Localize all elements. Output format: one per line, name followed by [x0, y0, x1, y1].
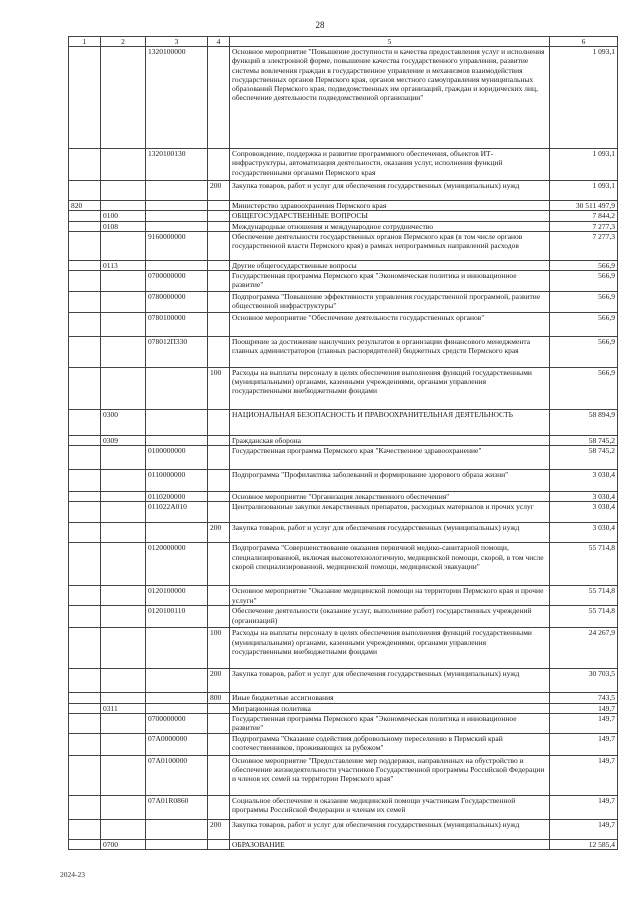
column-header: 2 [101, 37, 146, 47]
amount-cell: 149,7 [550, 819, 618, 839]
expense-type-cell [208, 201, 230, 211]
table-row [69, 795, 618, 819]
description-cell: ОБЩЕГОСУДАРСТВЕННЫЕ ВОПРОСЫ [230, 211, 550, 221]
section-code-cell [101, 693, 146, 703]
section-code-cell [101, 337, 146, 368]
expense-type-cell: 200 [208, 819, 230, 839]
expense-type-cell [208, 755, 230, 795]
admin-code-cell [69, 410, 101, 436]
description-cell: Основное мероприятие "Организация лекарственного обеспечения" [230, 492, 550, 502]
section-code-cell: 0108 [101, 221, 146, 231]
amount-cell: 566,9 [550, 368, 618, 410]
expense-type-cell [208, 606, 230, 628]
description-cell: Иные бюджетные ассигнования [230, 693, 550, 703]
description-cell: Министерство здравоохранения Пермского края [230, 201, 550, 211]
section-code-cell [101, 446, 146, 470]
table-row [69, 819, 618, 839]
table-row [69, 839, 618, 849]
table-row [69, 755, 618, 795]
table-row [69, 260, 618, 270]
target-article-cell [146, 201, 208, 211]
description-cell: Подпрограмма "Совершенствование оказания первичной медико-санитарной помощи, специализированной, включая высокотехнологичную, медицинской помощи, скорой, в том числе скорой специализированной, медицинской помощи, медицинской эвакуации" [230, 543, 550, 586]
section-code-cell [101, 492, 146, 502]
target-article-cell [146, 181, 208, 201]
table-row [69, 693, 618, 703]
table-row [69, 446, 618, 470]
amount-cell: 30 511 497,9 [550, 201, 618, 211]
admin-code-cell [69, 446, 101, 470]
page-number: 28 [315, 20, 325, 30]
target-article-cell: 0120100110 [146, 606, 208, 628]
target-article-cell: 07А0000000 [146, 733, 208, 755]
table-row [69, 436, 618, 446]
description-cell: Государственная программа Пермского края "Экономическая политика и инновационное развитие" [230, 271, 550, 292]
target-article-cell [146, 221, 208, 231]
amount-cell: 55 714,8 [550, 586, 618, 606]
target-article-cell [146, 523, 208, 543]
amount-cell: 3 030,4 [550, 523, 618, 543]
section-code-cell [101, 201, 146, 211]
target-article-cell [146, 368, 208, 410]
target-article-cell: 1320100130 [146, 149, 208, 181]
section-code-cell [101, 292, 146, 313]
column-header: 6 [550, 37, 618, 47]
target-article-cell: 9160000000 [146, 231, 208, 260]
target-article-cell: 0700000000 [146, 713, 208, 733]
admin-code-cell [69, 181, 101, 201]
description-cell: Закупка товаров, работ и услуг для обеспечения государственных (муниципальных) нужд [230, 669, 550, 693]
amount-cell: 3 030,4 [550, 492, 618, 502]
admin-code-cell [69, 733, 101, 755]
target-article-cell: 0100000000 [146, 446, 208, 470]
expense-type-cell: 200 [208, 523, 230, 543]
admin-code-cell [69, 492, 101, 502]
section-code-cell [101, 231, 146, 260]
admin-code-cell [69, 819, 101, 839]
footer-code: 2024-23 [60, 870, 85, 879]
table-row [69, 470, 618, 492]
expense-type-cell [208, 271, 230, 292]
section-code-cell [101, 713, 146, 733]
section-code-cell [101, 795, 146, 819]
description-cell: Государственная программа Пермского края "Качественное здравоохранение" [230, 446, 550, 470]
description-cell: Гражданская оборона [230, 436, 550, 446]
table-row [69, 628, 618, 669]
description-cell: Основное мероприятие "Предоставление мер поддержки, направленных на обустройство и обеспечение жизнедеятельности участников Государственной программы Российской Федерации и членов их семей на территории Пермского края" [230, 755, 550, 795]
admin-code-cell [69, 221, 101, 231]
description-cell: Расходы на выплаты персоналу в целях обеспечения выполнения функций государственными (муниципальными) органами, казенными учреждениями, органами управления государственными внебюджетными фондами [230, 628, 550, 669]
table-row [69, 586, 618, 606]
expense-type-cell [208, 543, 230, 586]
admin-code-cell [69, 755, 101, 795]
target-article-cell: 1320100000 [146, 47, 208, 149]
amount-cell: 149,7 [550, 795, 618, 819]
table-row [69, 703, 618, 713]
expense-type-cell [208, 313, 230, 337]
section-code-cell [101, 47, 146, 149]
expense-type-cell [208, 703, 230, 713]
section-code-cell [101, 313, 146, 337]
section-code-cell [101, 502, 146, 523]
expense-type-cell: 800 [208, 693, 230, 703]
column-header: 3 [146, 37, 208, 47]
expense-type-cell [208, 211, 230, 221]
amount-cell: 55 714,8 [550, 543, 618, 586]
target-article-cell [146, 628, 208, 669]
table-row [69, 292, 618, 313]
table-row [69, 543, 618, 586]
description-cell: Поощрение за достижение наилучших результатов в организации финансового менеджмента главных администраторов (главных распорядителей) бюджетных средств Пермского края [230, 337, 550, 368]
amount-cell: 55 714,8 [550, 606, 618, 628]
section-code-cell [101, 606, 146, 628]
section-code-cell [101, 181, 146, 201]
amount-cell: 7 844,2 [550, 211, 618, 221]
amount-cell: 7 277,3 [550, 231, 618, 260]
target-article-cell [146, 839, 208, 849]
table-row [69, 713, 618, 733]
column-header: 4 [208, 37, 230, 47]
table-row [69, 733, 618, 755]
expense-type-cell [208, 149, 230, 181]
section-code-cell [101, 523, 146, 543]
amount-cell: 1 093,1 [550, 47, 618, 149]
amount-cell: 566,9 [550, 313, 618, 337]
section-code-cell [101, 669, 146, 693]
expense-type-cell [208, 410, 230, 436]
description-cell: Подпрограмма "Оказание содействия добровольному переселению в Пермский край соотечественников, проживающих за рубежом" [230, 733, 550, 755]
admin-code-cell [69, 47, 101, 149]
description-cell: Другие общегосударственные вопросы [230, 260, 550, 270]
admin-code-cell [69, 260, 101, 270]
admin-code-cell [69, 586, 101, 606]
table-row [69, 201, 618, 211]
section-code-cell [101, 586, 146, 606]
amount-cell: 58 745,2 [550, 436, 618, 446]
section-code-cell [101, 271, 146, 292]
target-article-cell: 0780000000 [146, 292, 208, 313]
target-article-cell [146, 260, 208, 270]
amount-cell: 1 093,1 [550, 149, 618, 181]
expense-type-cell: 200 [208, 669, 230, 693]
admin-code-cell [69, 470, 101, 492]
target-article-cell [146, 410, 208, 436]
table-row [69, 271, 618, 292]
section-code-cell [101, 628, 146, 669]
expense-type-cell: 100 [208, 628, 230, 669]
target-article-cell: 0110200000 [146, 492, 208, 502]
amount-cell: 58 894,9 [550, 410, 618, 436]
expense-type-cell [208, 733, 230, 755]
admin-code-cell: 820 [69, 201, 101, 211]
expense-type-cell: 200 [208, 181, 230, 201]
target-article-cell: 0110000000 [146, 470, 208, 492]
table-row [69, 337, 618, 368]
expense-type-cell [208, 795, 230, 819]
table-row [69, 669, 618, 693]
section-code-cell: 0309 [101, 436, 146, 446]
expense-type-cell [208, 502, 230, 523]
expense-type-cell: 100 [208, 368, 230, 410]
description-cell: Основное мероприятие "Обеспечение деятельности государственных органов" [230, 313, 550, 337]
section-code-cell: 0700 [101, 839, 146, 849]
section-code-cell [101, 368, 146, 410]
admin-code-cell [69, 313, 101, 337]
expense-type-cell [208, 231, 230, 260]
section-code-cell: 0100 [101, 211, 146, 221]
budget-table [68, 36, 618, 850]
target-article-cell: 011022А010 [146, 502, 208, 523]
description-cell: Обеспечение деятельности государственных органов Пермского края (в том числе органов государственной власти Пермского края) в рамках непрограммных направлений расходов [230, 231, 550, 260]
admin-code-cell [69, 543, 101, 586]
table-row [69, 149, 618, 181]
target-article-cell: 0780100000 [146, 313, 208, 337]
column-header: 1 [69, 37, 101, 47]
admin-code-cell [69, 502, 101, 523]
section-code-cell: 0300 [101, 410, 146, 436]
table-row [69, 221, 618, 231]
admin-code-cell [69, 211, 101, 221]
table-row [69, 313, 618, 337]
amount-cell: 566,9 [550, 292, 618, 313]
table-row [69, 492, 618, 502]
expense-type-cell [208, 436, 230, 446]
section-code-cell [101, 733, 146, 755]
amount-cell: 566,9 [550, 260, 618, 270]
table-row [69, 606, 618, 628]
expense-type-cell [208, 446, 230, 470]
section-code-cell [101, 819, 146, 839]
table-row [69, 181, 618, 201]
header-row [69, 37, 618, 47]
table-row [69, 523, 618, 543]
target-article-cell [146, 819, 208, 839]
amount-cell: 1 093,1 [550, 181, 618, 201]
expense-type-cell [208, 221, 230, 231]
target-article-cell [146, 669, 208, 693]
section-code-cell [101, 470, 146, 492]
table-row [69, 410, 618, 436]
table-row [69, 231, 618, 260]
description-cell: Закупка товаров, работ и услуг для обеспечения государственных (муниципальных) нужд [230, 181, 550, 201]
admin-code-cell [69, 713, 101, 733]
target-article-cell [146, 436, 208, 446]
description-cell: Сопровождение, поддержка и развитие программного обеспечения, объектов ИТ-инфраструктуры, автоматизация деятельности, оказания услуг, исполнения функций государственными органами Пермского края [230, 149, 550, 181]
expense-type-cell [208, 586, 230, 606]
target-article-cell: 07А01R0860 [146, 795, 208, 819]
section-code-cell: 0311 [101, 703, 146, 713]
description-cell: Миграционная политика [230, 703, 550, 713]
target-article-cell: 078012П330 [146, 337, 208, 368]
expense-type-cell [208, 492, 230, 502]
admin-code-cell [69, 231, 101, 260]
target-article-cell [146, 211, 208, 221]
amount-cell: 7 277,3 [550, 221, 618, 231]
description-cell: ОБРАЗОВАНИЕ [230, 839, 550, 849]
description-cell: Централизованные закупки лекарственных препаратов, расходных материалов и прочих услуг [230, 502, 550, 523]
table-row [69, 368, 618, 410]
section-code-cell [101, 149, 146, 181]
table-body [69, 47, 618, 850]
amount-cell: 3 030,4 [550, 502, 618, 523]
amount-cell: 58 745,2 [550, 446, 618, 470]
admin-code-cell [69, 523, 101, 543]
amount-cell: 149,7 [550, 755, 618, 795]
section-code-cell: 0113 [101, 260, 146, 270]
admin-code-cell [69, 669, 101, 693]
target-article-cell [146, 693, 208, 703]
expense-type-cell [208, 470, 230, 492]
amount-cell: 566,9 [550, 271, 618, 292]
admin-code-cell [69, 271, 101, 292]
description-cell: Государственная программа Пермского края "Экономическая политика и инновационное развитие" [230, 713, 550, 733]
description-cell: Обеспечение деятельности (оказание услуг, выполнение работ) государственных учреждений (организаций) [230, 606, 550, 628]
description-cell: Закупка товаров, работ и услуг для обеспечения государственных (муниципальных) нужд [230, 523, 550, 543]
description-cell: Расходы на выплаты персоналу в целях обеспечения выполнения функций государственными (муниципальными) органами, казенными учреждениями, органами управления государственными внебюджетными фондами [230, 368, 550, 410]
table-row [69, 211, 618, 221]
expense-type-cell [208, 47, 230, 149]
amount-cell: 24 267,9 [550, 628, 618, 669]
expense-type-cell [208, 713, 230, 733]
amount-cell: 566,9 [550, 337, 618, 368]
target-article-cell: 0120100000 [146, 586, 208, 606]
expense-type-cell [208, 337, 230, 368]
description-cell: Подпрограмма "Профилактика заболеваний и формирование здорового образа жизни" [230, 470, 550, 492]
description-cell: Подпрограмма "Повышение эффективности управления государственной программой, развитие общественной инфраструктуры" [230, 292, 550, 313]
admin-code-cell [69, 795, 101, 819]
amount-cell: 12 585,4 [550, 839, 618, 849]
description-cell: НАЦИОНАЛЬНАЯ БЕЗОПАСНОСТЬ И ПРАВООХРАНИТЕЛЬНАЯ ДЕЯТЕЛЬНОСТЬ [230, 410, 550, 436]
section-code-cell [101, 755, 146, 795]
description-cell: Международные отношения и международное сотрудничество [230, 221, 550, 231]
admin-code-cell [69, 436, 101, 446]
amount-cell: 149,7 [550, 703, 618, 713]
admin-code-cell [69, 368, 101, 410]
admin-code-cell [69, 149, 101, 181]
admin-code-cell [69, 693, 101, 703]
expense-type-cell [208, 260, 230, 270]
description-cell: Основное мероприятие "Повышение доступности и качества предоставления услуг и исполнения функций в электронной форме, повышение качества государственного управления, развитие системы вовлечения граждан в государственное управление и механизмов взаимодействия государственных органов Пермского края, органов местного самоуправления муниципальных образований Пермского края, подведомственных им организаций, граждан и юридических лиц, обеспечение деятельности подведомственной организации" [230, 47, 550, 149]
expense-type-cell [208, 839, 230, 849]
target-article-cell: 0700000000 [146, 271, 208, 292]
target-article-cell [146, 703, 208, 713]
amount-cell: 149,7 [550, 733, 618, 755]
admin-code-cell [69, 628, 101, 669]
table-row [69, 502, 618, 523]
amount-cell: 149,7 [550, 713, 618, 733]
target-article-cell: 07А0100000 [146, 755, 208, 795]
admin-code-cell [69, 839, 101, 849]
admin-code-cell [69, 292, 101, 313]
description-cell: Социальное обеспечение и оказание медицинской помощи участникам Государственной программы Российской Федерации и членам их семей [230, 795, 550, 819]
amount-cell: 3 030,4 [550, 470, 618, 492]
admin-code-cell [69, 606, 101, 628]
column-header: 5 [230, 37, 550, 47]
description-cell: Основное мероприятие "Оказание медицинской помощи на территории Пермского края и прочие услуги" [230, 586, 550, 606]
section-code-cell [101, 543, 146, 586]
table-row [69, 47, 618, 149]
expense-type-cell [208, 292, 230, 313]
admin-code-cell [69, 703, 101, 713]
description-cell: Закупка товаров, работ и услуг для обеспечения государственных (муниципальных) нужд [230, 819, 550, 839]
target-article-cell: 0120000000 [146, 543, 208, 586]
amount-cell: 30 703,5 [550, 669, 618, 693]
amount-cell: 743,5 [550, 693, 618, 703]
admin-code-cell [69, 337, 101, 368]
